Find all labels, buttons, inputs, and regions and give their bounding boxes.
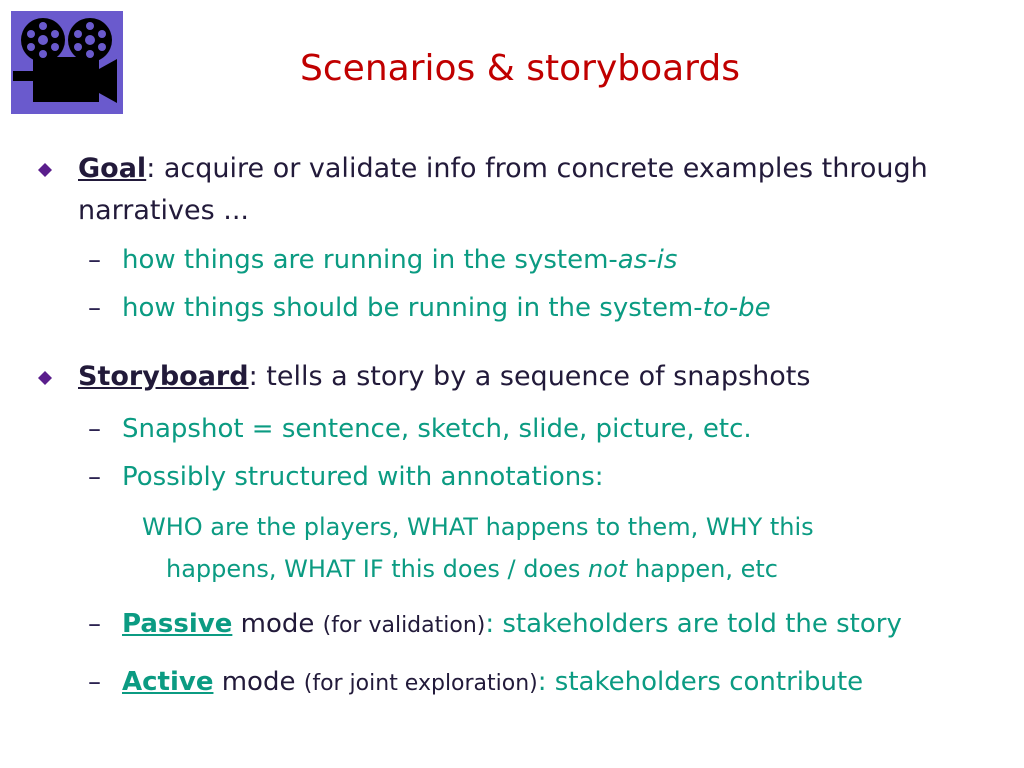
mode-word: mode xyxy=(213,667,304,697)
diamond-bullet-icon xyxy=(38,163,52,177)
mode-paren: (for joint exploration) xyxy=(303,671,538,696)
dash: – xyxy=(88,414,101,444)
mode-word: mode xyxy=(232,609,323,639)
storyboard-text: : tells a story by a sequence of snapshots xyxy=(248,361,811,392)
dash: – xyxy=(88,609,101,639)
goal-item xyxy=(78,148,998,232)
diamond-bullet-icon xyxy=(38,371,52,385)
storyboard-subitem-structured xyxy=(88,457,604,497)
dash: – xyxy=(88,462,101,492)
annotation-text: happen, etc xyxy=(627,555,778,583)
goal-subitem-to-be xyxy=(88,288,771,328)
dash: – xyxy=(88,667,101,697)
active-keyword: Active xyxy=(122,667,214,697)
storyboard-keyword: Storyboard xyxy=(78,361,249,392)
goal-text-cont: narratives ... xyxy=(78,195,250,226)
storyboard-item xyxy=(78,356,810,398)
mode-text: : stakeholders contribute xyxy=(537,667,864,697)
mode-passive xyxy=(88,604,902,646)
subitem-text: Snapshot = sentence, sketch, slide, picture, etc. xyxy=(122,414,752,444)
mode-active xyxy=(88,662,863,704)
subitem-italic: as-is xyxy=(617,245,678,275)
passive-keyword: Passive xyxy=(122,609,233,639)
dash: – xyxy=(88,293,101,323)
goal-text: : acquire or validate info from concrete examples through xyxy=(146,153,928,184)
subitem-text: Possibly structured with annotations: xyxy=(122,462,604,492)
subitem-text: how things are running in the system- xyxy=(122,245,618,275)
goal-subitem-as-is xyxy=(88,240,677,280)
annotation-line-1: WHO are the players, WHAT happens to them, WHY this xyxy=(142,513,814,541)
subitem-text: how things should be running in the system- xyxy=(122,293,703,323)
annotation-italic: not xyxy=(588,555,628,583)
subitem-italic: to-be xyxy=(702,293,771,323)
mode-paren: (for validation) xyxy=(322,613,486,638)
annotation-line-2 xyxy=(166,548,778,590)
dash: – xyxy=(88,245,101,275)
annotation-text: happens, WHAT IF this does / does xyxy=(166,555,589,583)
goal-keyword: Goal xyxy=(78,153,147,184)
mode-text: : stakeholders are told the story xyxy=(485,609,902,639)
storyboard-subitem-snapshot xyxy=(88,409,752,449)
slide-title: Scenarios & storyboards xyxy=(300,48,740,89)
